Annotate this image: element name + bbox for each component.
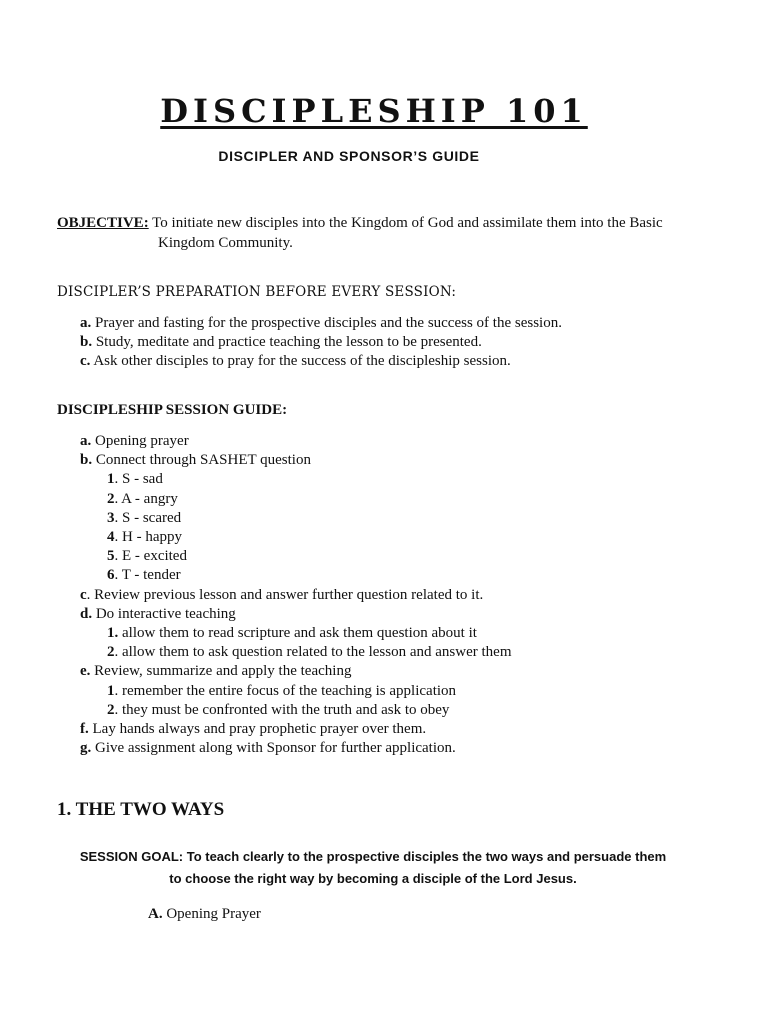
objective-text-line2: Kingdom Community. (158, 235, 293, 251)
session-goal-line2: to choose the right way by becoming a disciple of the Lord Jesus. (169, 871, 577, 886)
guide-list (80, 432, 512, 758)
sashet-item: 2. A - angry (107, 490, 178, 507)
opening-prayer-item: A. Opening Prayer (148, 906, 261, 922)
sub-item: 2. they must be confronted with the truth and ask to obey (107, 701, 450, 718)
objective-label: OBJECTIVE: (57, 215, 149, 231)
document-title: DISCIPLESHIP 101 (160, 92, 588, 130)
sashet-item: 1. S - sad (107, 471, 163, 488)
list-item: f. Lay hands always and pray prophetic prayer over them. (80, 721, 427, 738)
list-item: a. Opening prayer (80, 433, 189, 449)
sashet-item: 6. T - tender (107, 567, 181, 584)
document-subtitle: DISCIPLER AND SPONSOR’S GUIDE (218, 148, 480, 164)
session-goal (0, 846, 746, 890)
list-item: d. Do interactive teaching (80, 605, 236, 622)
preparation-list (80, 314, 562, 372)
list-item: c. Ask other disciples to pray for the success of the discipleship session. (80, 353, 511, 370)
list-item: e. Review, summarize and apply the teaching (80, 663, 352, 680)
sashet-item: 3. S - scared (107, 509, 182, 526)
sub-item: 2. allow them to ask question related to the lesson and answer them (107, 644, 512, 661)
list-item: b. Connect through SASHET question (80, 452, 311, 469)
sashet-item: 5. E - excited (107, 548, 187, 565)
list-item: b. Study, meditate and practice teaching the lesson to be presented. (80, 334, 482, 351)
guide-heading: DISCIPLESHIP SESSION GUIDE: (57, 402, 288, 418)
objective-block (57, 213, 663, 253)
sashet-item: 4. H - happy (107, 529, 182, 546)
list-item: g. Give assignment along with Sponsor for further application. (80, 740, 456, 757)
list-item: a. Prayer and fasting for the prospective disciples and the success of the session. (80, 315, 562, 331)
sub-item: 1. remember the entire focus of the teaching is application (107, 682, 457, 699)
list-item: c. Review previous lesson and answer further question related to it. (80, 586, 484, 603)
section-title: 1. THE TWO WAYS (57, 799, 225, 820)
session-goal-line1: SESSION GOAL: To teach clearly to the prospective disciples the two ways and persuade them (79, 849, 667, 864)
preparation-heading: DISCIPLER’S PREPARATION BEFORE EVERY SESSION: (57, 284, 457, 300)
objective-text-line1: To initiate new disciples into the Kingdom of God and assimilate them into the Basic (148, 215, 663, 231)
sub-item: 1. allow them to read scripture and ask them question about it (107, 625, 477, 642)
